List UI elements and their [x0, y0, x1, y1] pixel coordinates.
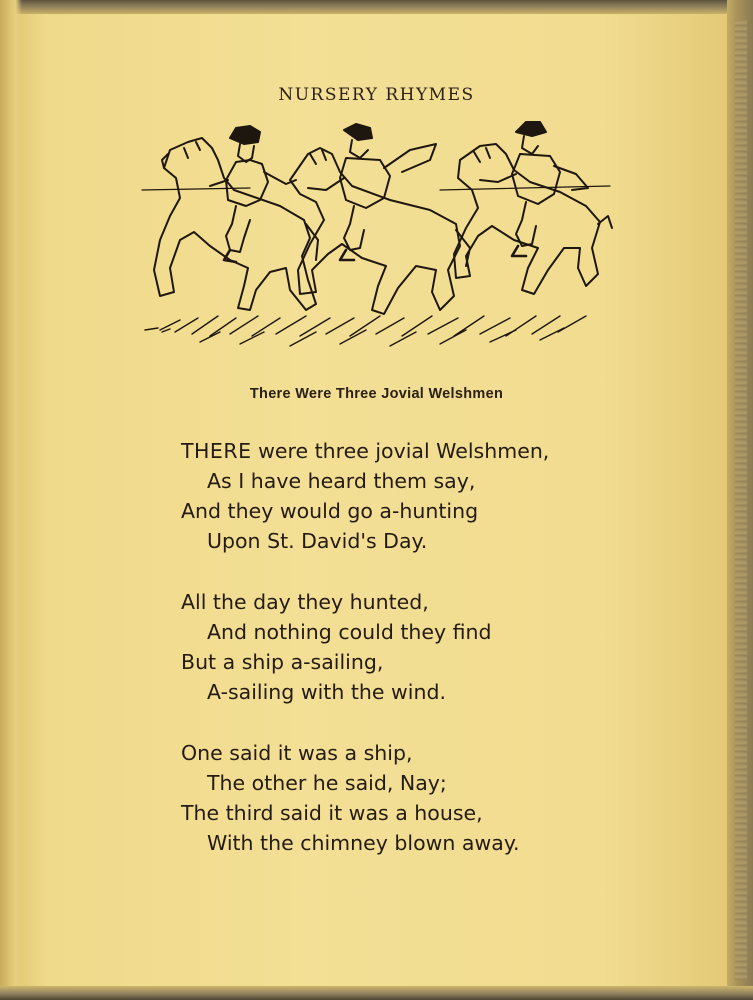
- rider-left: [210, 126, 296, 262]
- poem-line: The third said it was a house,: [181, 801, 483, 825]
- poem-title: There Were Three Jovial Welshmen: [249, 386, 504, 402]
- horse-right: [454, 122, 612, 294]
- cover-cloth-texture: [735, 20, 747, 980]
- poem-body: [181, 436, 549, 858]
- poem-line: And they would go a-hunting: [181, 499, 479, 523]
- running-header: NURSERY RHYMES: [278, 85, 475, 105]
- stanza: [181, 436, 549, 556]
- poem-line: [181, 436, 549, 466]
- poem-line: Upon St. David's Day.: [207, 529, 428, 553]
- stanza-break: [181, 707, 549, 738]
- poem-line: But a ship a-sailing,: [181, 650, 384, 674]
- ground-hatching: [145, 316, 586, 346]
- page-top-edge: [0, 0, 753, 14]
- poem-line: And nothing could they find: [207, 620, 492, 644]
- horse-left: [154, 126, 318, 310]
- poem-line: All the day they hunted,: [181, 590, 429, 614]
- rider-middle: [308, 124, 436, 260]
- line-text: were three jovial Welshmen,: [251, 439, 550, 463]
- poem-line: The other he said, Nay;: [207, 771, 447, 795]
- horsemen-illustration: [140, 120, 615, 360]
- page-gutter: [0, 0, 22, 1000]
- stanza: [181, 738, 549, 858]
- drop-word: THERE: [181, 439, 252, 463]
- page-bottom-edge: [0, 986, 753, 1000]
- poem-line: With the chimney blown away.: [207, 831, 520, 855]
- poem-line: A-sailing with the wind.: [207, 680, 446, 704]
- stanza: [181, 587, 549, 707]
- poem-line: One said it was a ship,: [181, 741, 413, 765]
- stanza-break: [181, 556, 549, 587]
- book-cover-edge: [727, 0, 753, 1000]
- horse-middle: [290, 124, 470, 314]
- poem-line: As I have heard them say,: [207, 469, 476, 493]
